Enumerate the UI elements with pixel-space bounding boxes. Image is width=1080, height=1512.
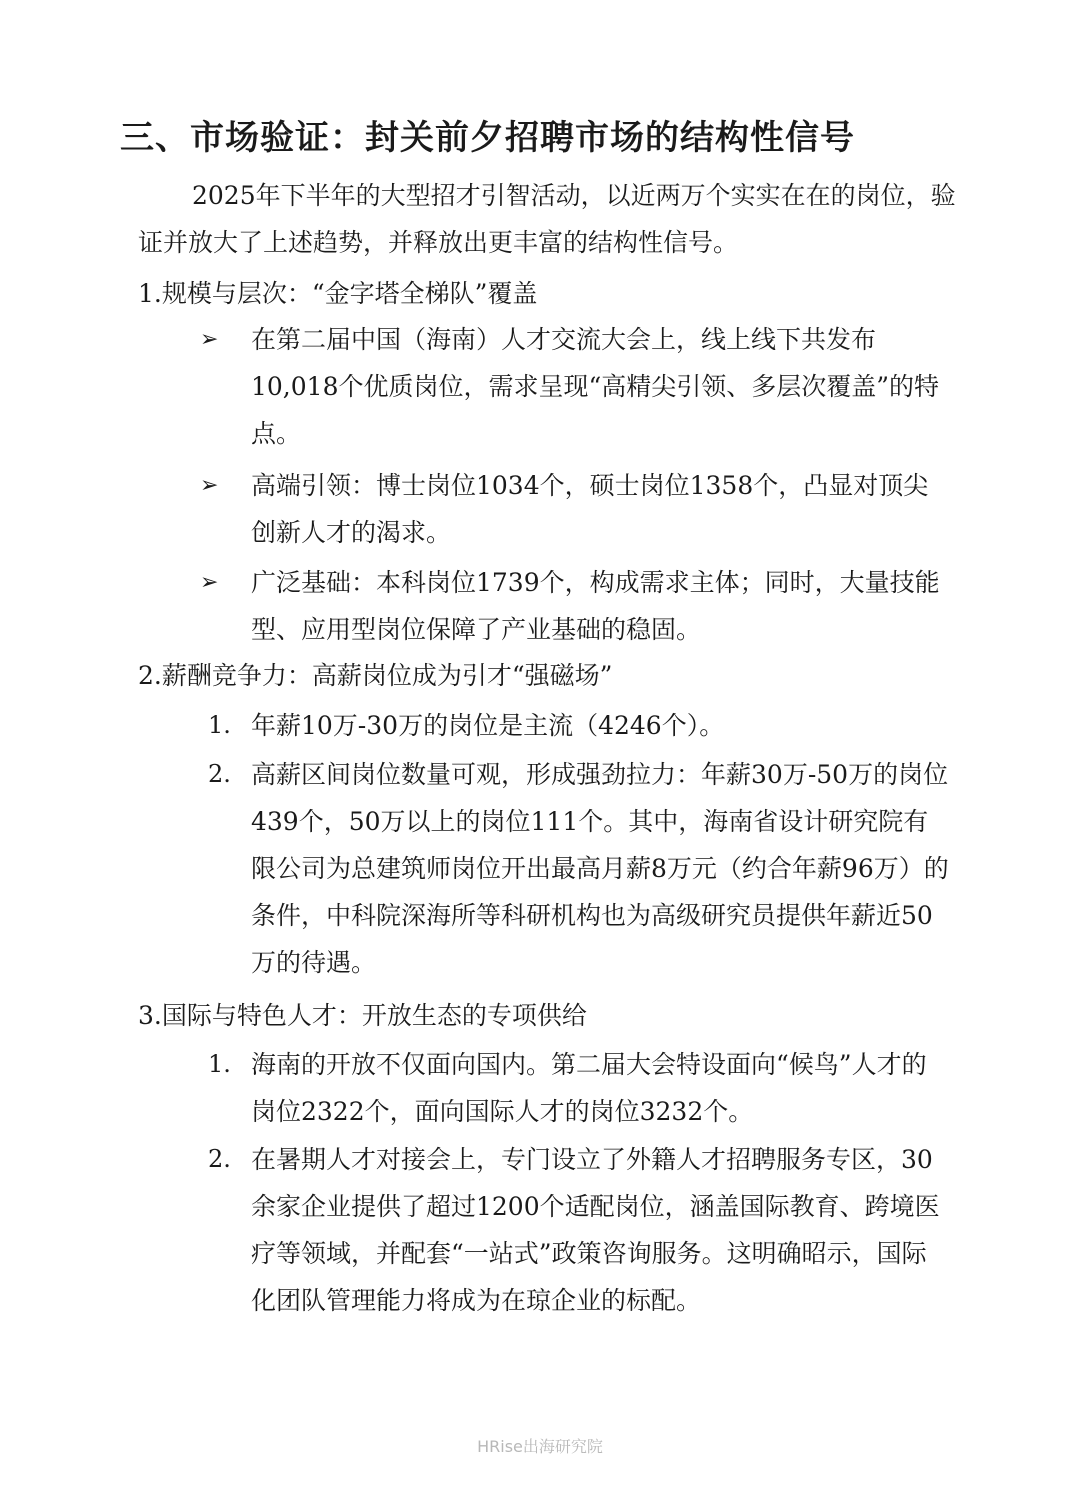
footer-watermark: HRise出海研究院 (477, 1437, 603, 1456)
list-item-text: 广泛基础：本科岗位1739个，构成需求主体；同时，大量技能型、应用型岗位保障了产业基础的稳固。 (251, 568, 940, 644)
list-number: 1. (208, 1050, 231, 1078)
list-number: 1. (208, 711, 231, 739)
list-item-text: 在第二届中国（海南）人才交流大会上，线上线下共发布10,018个优质岗位，需求呈现“高精尖引领、多层次覆盖”的特点。 (251, 325, 940, 448)
list-item-text: 年薪10万-30万的岗位是主流（4246个）。 (251, 711, 725, 740)
list-item-text: 海南的开放不仅面向国内。第二届大会特设面向“候鸟”人才的岗位2322个，面向国际人才的岗位3232个。 (251, 1050, 927, 1126)
arrow-bullet-icon: ➢ (200, 473, 219, 498)
list-number: 2. (208, 760, 231, 788)
list-item-text: 高端引领：博士岗位1034个，硕士岗位1358个，凸显对顶尖创新人才的渴求。 (251, 471, 929, 547)
subsection-title-salary: 2.薪酬竞争力：高薪岗位成为引才“强磁场” (138, 661, 613, 690)
list-item-text: 高薪区间岗位数量可观，形成强劲拉力：年薪30万-50万的岗位439个，50万以上的岗位111个。其中，海南省设计研究院有限公司为总建筑师岗位开出最高月薪8万元（约合年薪96万）的条件，中科院深海所等科研机构也为高级研究员提供年薪近50万的待遇。 (251, 760, 949, 977)
subsection-title-scale: 1.规模与层次：“金字塔全梯队”覆盖 (138, 279, 538, 308)
arrow-bullet-icon: ➢ (200, 570, 219, 595)
section-heading: 三、市场验证：封关前夕招聘市场的结构性信号 (120, 118, 855, 158)
subsection-title-international: 3.国际与特色人才：开放生态的专项供给 (138, 1001, 587, 1030)
list-item-text: 在暑期人才对接会上，专门设立了外籍人才招聘服务专区，30余家企业提供了超过1200个适配岗位，涵盖国际教育、跨境医疗等领域，并配套“一站式”政策咨询服务。这明确昭示，国际化团队管理能力将成为在琼企业的标配。 (251, 1145, 940, 1315)
arrow-bullet-icon: ➢ (200, 327, 219, 352)
list-number: 2. (208, 1145, 231, 1173)
intro-paragraph: 2025年下半年的大型招才引智活动，以近两万个实实在在的岗位，验证并放大了上述趋势，并释放出更丰富的结构性信号。 (138, 181, 956, 257)
